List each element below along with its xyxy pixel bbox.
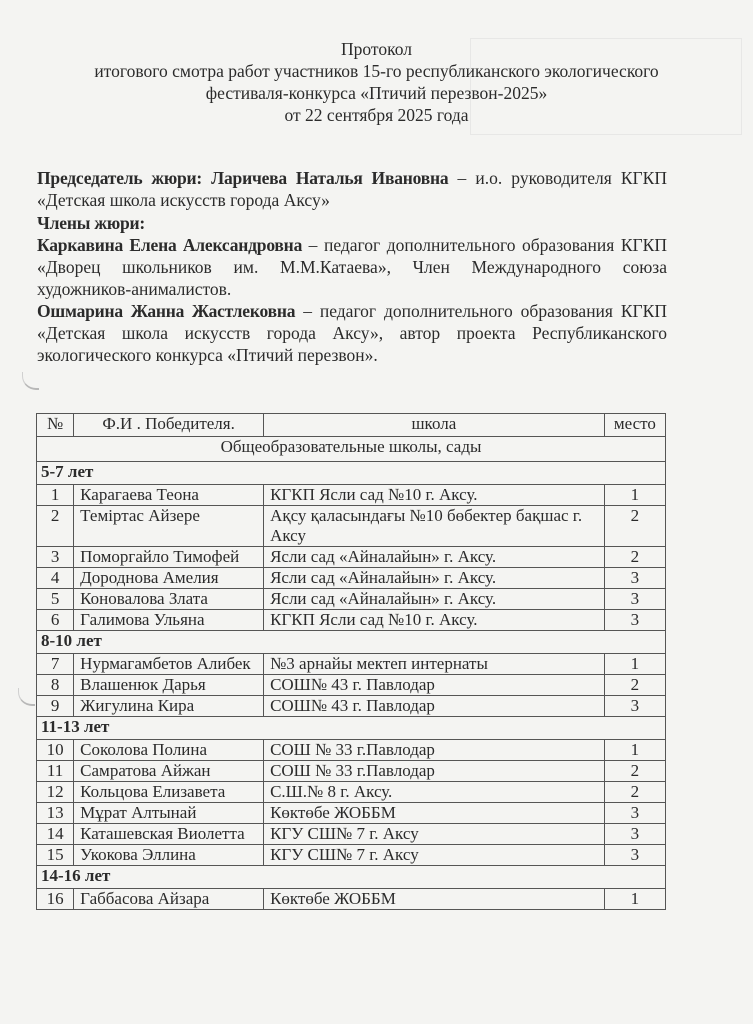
cell-name: Самратова Айжан [74, 761, 264, 782]
cell-place: 3 [604, 824, 665, 845]
age-group-label: 14-16 лет [37, 866, 666, 889]
cell-num: 11 [37, 761, 74, 782]
table-row [37, 506, 666, 547]
header-place: место [604, 414, 665, 437]
winners-table [36, 413, 666, 910]
cell-num: 7 [37, 654, 74, 675]
cell-place: 3 [604, 803, 665, 824]
member2-name: Ошмарина Жанна Жастлековна [37, 301, 296, 321]
cell-school: С.Ш.№ 8 г. Аксу. [264, 782, 605, 803]
cell-place: 2 [604, 675, 665, 696]
document-subtitle-line1: итогового смотра работ участников 15-го республиканского экологического [94, 61, 659, 81]
cell-place: 2 [604, 782, 665, 803]
jury-member-2 [37, 300, 667, 366]
cell-num: 15 [37, 845, 74, 866]
cell-num: 10 [37, 740, 74, 761]
table-row [37, 485, 666, 506]
cell-place: 2 [604, 547, 665, 568]
jury-member-1 [37, 234, 667, 300]
cell-num: 9 [37, 696, 74, 717]
cell-place: 1 [604, 485, 665, 506]
cell-place: 3 [604, 589, 665, 610]
document-date: от 22 сентября 2025 года [284, 105, 469, 125]
cell-num: 12 [37, 782, 74, 803]
section-title: Общеобразовательные школы, сады [37, 437, 666, 462]
table-row [37, 803, 666, 824]
cell-name: Теміртас Айзере [74, 506, 264, 547]
cell-name: Поморгайло Тимофей [74, 547, 264, 568]
table-row [37, 824, 666, 845]
jury-members-heading [37, 212, 667, 234]
member1-role-line1: – педагог дополнительного образования КГКП [302, 235, 667, 255]
table-row [37, 889, 666, 910]
member2-role-line1: – педагог дополнительного образования КГКП [295, 301, 667, 321]
cell-school: СОШ№ 43 г. Павлодар [264, 675, 605, 696]
cell-school: Көктөбе ЖОББМ [264, 889, 605, 910]
age-group-label: 5-7 лет [37, 462, 666, 485]
cell-name: Коновалова Злата [74, 589, 264, 610]
members-label: Члены жюри: [37, 213, 146, 233]
member1-role-line3: художников-анималистов. [37, 279, 232, 299]
cell-school: СОШ№ 43 г. Павлодар [264, 696, 605, 717]
cell-num: 1 [37, 485, 74, 506]
cell-school: Ясли сад «Айналайын» г. Аксу. [264, 589, 605, 610]
cell-place: 2 [604, 506, 665, 547]
age-group-label: 11-13 лет [37, 717, 666, 740]
header-school: школа [264, 414, 605, 437]
cell-name: Соколова Полина [74, 740, 264, 761]
header-name: Ф.И . Победителя. [74, 414, 264, 437]
table-row [37, 696, 666, 717]
cell-place: 1 [604, 740, 665, 761]
cell-num: 13 [37, 803, 74, 824]
age-group-row [37, 462, 666, 485]
cell-name: Мұрат Алтынай [74, 803, 264, 824]
cell-name: Габбасова Айзара [74, 889, 264, 910]
section-row [37, 437, 666, 462]
cell-name: Дороднова Амелия [74, 568, 264, 589]
cell-num: 3 [37, 547, 74, 568]
chair-label: Председатель жюри: [37, 168, 203, 188]
cell-name: Галимова Ульяна [74, 610, 264, 631]
table-row [37, 589, 666, 610]
document-subtitle-line2: фестиваля-конкурса «Птичий перезвон-2025» [205, 83, 548, 103]
cell-num: 5 [37, 589, 74, 610]
member2-role-line2: «Детская школа искусств города Аксу», автор проекта Республиканского [37, 323, 667, 343]
cell-place: 3 [604, 610, 665, 631]
cell-school: Көктөбе ЖОББМ [264, 803, 605, 824]
punch-hole-mark [22, 372, 39, 390]
jury-chair [37, 167, 667, 211]
document-title: Протокол [341, 39, 412, 59]
cell-num: 16 [37, 889, 74, 910]
punch-hole-mark [18, 688, 35, 706]
chair-name: Ларичева Наталья Ивановна [211, 168, 449, 188]
cell-place: 3 [604, 845, 665, 866]
cell-name: Карагаева Теона [74, 485, 264, 506]
cell-place: 1 [604, 889, 665, 910]
cell-school: Ясли сад «Айналайын» г. Аксу. [264, 547, 605, 568]
cell-num: 14 [37, 824, 74, 845]
table-row [37, 568, 666, 589]
table-row [37, 845, 666, 866]
cell-school: №3 арнайы мектеп интернаты [264, 654, 605, 675]
cell-school: КГУ СШ№ 7 г. Аксу [264, 824, 605, 845]
cell-school: Ақсу қаласындағы №10 бөбектер бақшас г. Аксу [264, 506, 605, 547]
cell-name: Нурмагамбетов Алибек [74, 654, 264, 675]
cell-school: КГУ СШ№ 7 г. Аксу [264, 845, 605, 866]
cell-place: 3 [604, 568, 665, 589]
cell-num: 8 [37, 675, 74, 696]
cell-num: 4 [37, 568, 74, 589]
chair-role: – и.о. руководителя КГКП «Детская школа искусств города Аксу» [37, 168, 667, 210]
cell-place: 2 [604, 761, 665, 782]
cell-name: Кольцова Елизавета [74, 782, 264, 803]
member2-role-line3: экологического конкурса «Птичий перезвон». [37, 345, 378, 365]
cell-place: 1 [604, 654, 665, 675]
table-row [37, 740, 666, 761]
cell-school: СОШ № 33 г.Павлодар [264, 761, 605, 782]
cell-name: Влашенюк Дарья [74, 675, 264, 696]
cell-school: КГКП Ясли сад №10 г. Аксу. [264, 610, 605, 631]
cell-school: КГКП Ясли сад №10 г. Аксу. [264, 485, 605, 506]
header-num: № [37, 414, 74, 437]
cell-school: Ясли сад «Айналайын» г. Аксу. [264, 568, 605, 589]
age-group-label: 8-10 лет [37, 631, 666, 654]
cell-school: СОШ № 33 г.Павлодар [264, 740, 605, 761]
cell-num: 2 [37, 506, 74, 547]
member1-role-line2: «Дворец школьников им. М.М.Катаева», Член Международного союза [37, 257, 667, 277]
table-row [37, 761, 666, 782]
cell-name: Каташевская Виолетта [74, 824, 264, 845]
age-group-row [37, 866, 666, 889]
cell-place: 3 [604, 696, 665, 717]
table-row [37, 782, 666, 803]
age-group-row [37, 717, 666, 740]
age-group-row [37, 631, 666, 654]
cell-name: Укокова Эллина [74, 845, 264, 866]
table-row [37, 675, 666, 696]
cell-name: Жигулина Кира [74, 696, 264, 717]
table-row [37, 654, 666, 675]
table-row [37, 547, 666, 568]
document-header [0, 38, 753, 126]
table-header-row [37, 414, 666, 437]
table-row [37, 610, 666, 631]
member1-name: Каркавина Елена Александровна [37, 235, 303, 255]
cell-num: 6 [37, 610, 74, 631]
